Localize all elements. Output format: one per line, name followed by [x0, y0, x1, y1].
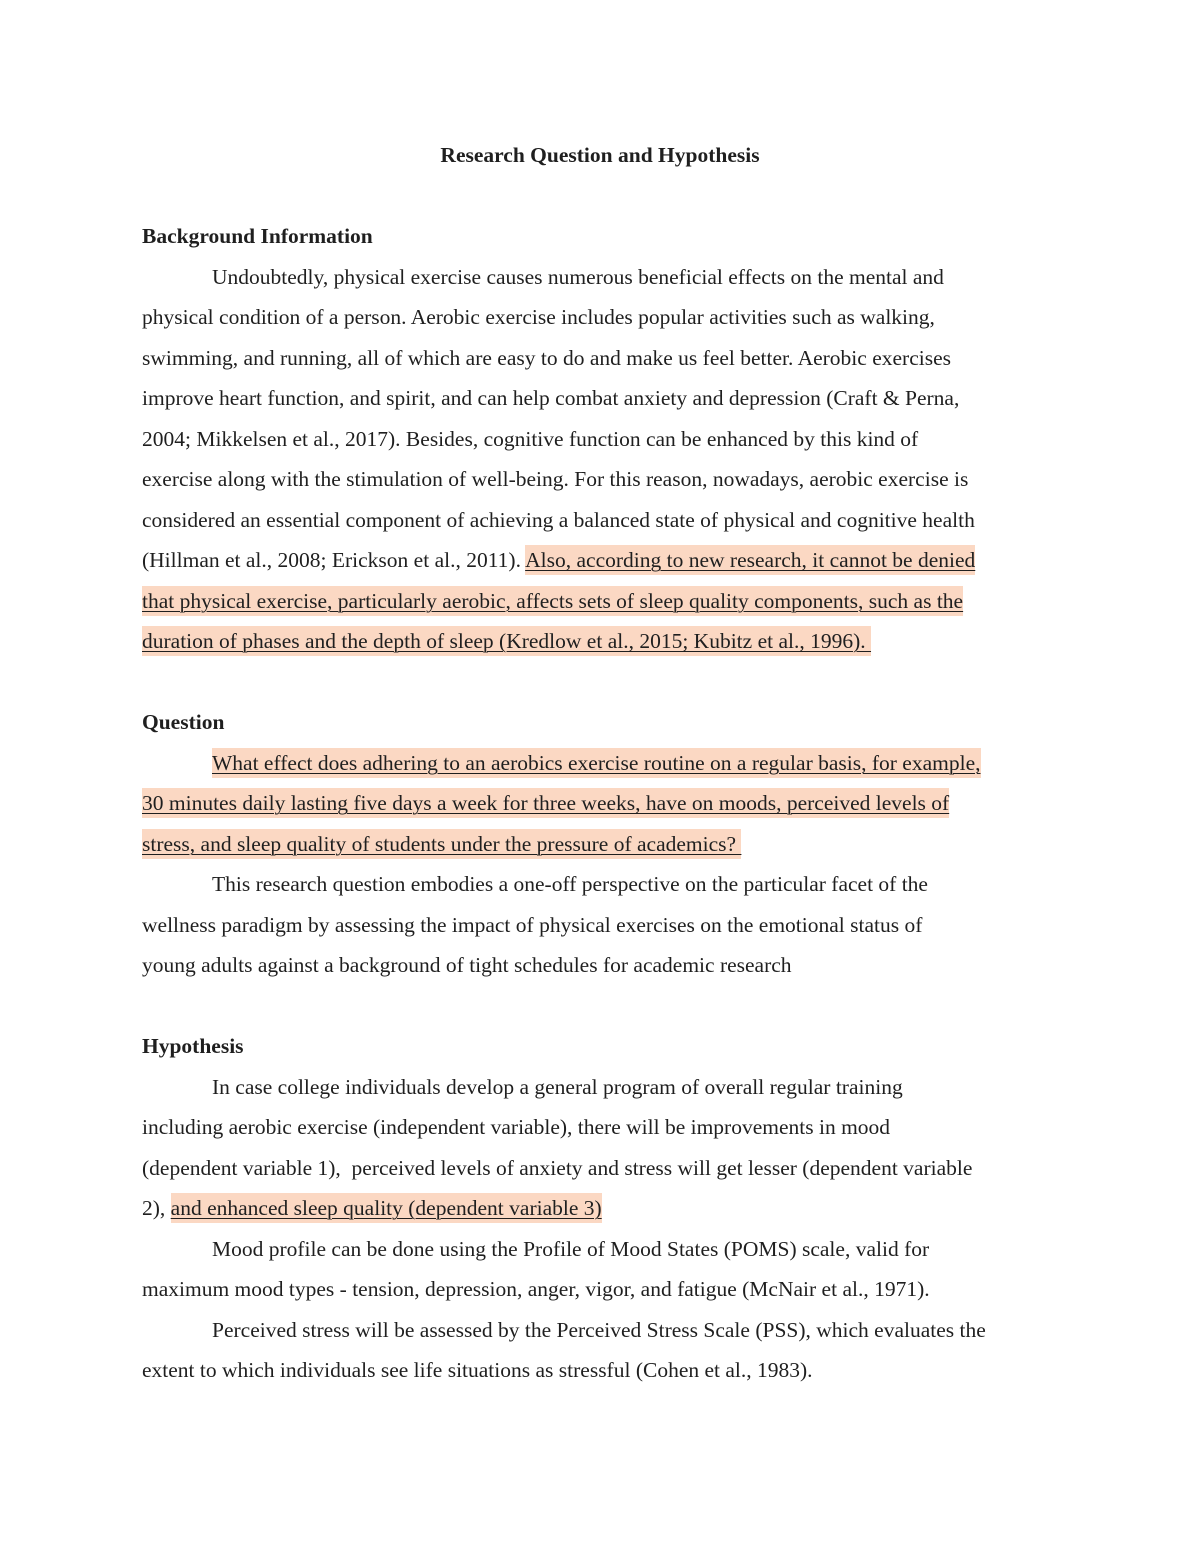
section-heading-hypothesis: Hypothesis [142, 1034, 244, 1059]
paragraph-line [142, 621, 1200, 662]
paragraph-line: improve heart function, and spirit, and can help combat anxiety and depression (Craft & Perna, [142, 386, 960, 411]
highlighted-text: 30 minutes daily lasting five days a week for three weeks, have on moods, perceived levels of [142, 788, 949, 818]
highlighted-text: Also, according to new research, it cannot be denied [525, 545, 975, 575]
question-explanation-paragraph [142, 864, 1200, 986]
line-text: 2), [142, 1196, 171, 1221]
mood-measure-paragraph [142, 1229, 1200, 1310]
paragraph-line: Perceived stress will be assessed by the Perceived Stress Scale (PSS), which evaluates the [212, 1317, 986, 1342]
paragraph-line [142, 783, 1200, 824]
paragraph-line: This research question embodies a one-off perspective on the particular facet of the [212, 872, 928, 897]
paragraph-line [142, 540, 1200, 581]
hypothesis-paragraph [142, 1067, 1200, 1229]
paragraph-line: In case college individuals develop a general program of overall regular training [212, 1074, 903, 1099]
document-title: Research Question and Hypothesis [440, 143, 760, 167]
section-heading-background: Background Information [142, 224, 373, 249]
blank-line [142, 176, 1200, 217]
blank-line [142, 662, 1200, 703]
highlighted-text: What effect does adhering to an aerobics exercise routine on a regular basis, for example, [212, 748, 981, 778]
highlighted-text: that physical exercise, particularly aerobic, affects sets of sleep quality components, such as the [142, 586, 963, 616]
paragraph-line: exercise along with the stimulation of well-being. For this reason, nowadays, aerobic exercise is [142, 467, 969, 492]
paragraph-line: 2004; Mikkelsen et al., 2017). Besides, cognitive function can be enhanced by this kind of [142, 426, 919, 451]
paragraph-line: wellness paradigm by assessing the impact of physical exercises on the emotional status of [142, 912, 923, 937]
paragraph-line: swimming, and running, all of which are easy to do and make us feel better. Aerobic exercises [142, 345, 951, 370]
paragraph-line: (dependent variable 1), perceived levels of anxiety and stress will get lesser (dependent variable [142, 1155, 973, 1180]
research-question-paragraph [142, 743, 1200, 865]
paragraph-line: Undoubtedly, physical exercise causes numerous beneficial effects on the mental and [212, 264, 944, 289]
stress-measure-paragraph [142, 1310, 1200, 1391]
highlighted-text: and enhanced sleep quality (dependent variable 3) [171, 1193, 602, 1223]
paragraph-line: Mood profile can be done using the Profile of Mood States (POMS) scale, valid for [212, 1236, 930, 1261]
paragraph-line [142, 581, 1200, 622]
background-paragraph [142, 257, 1200, 662]
paragraph-line [142, 743, 1200, 784]
paragraph-line: physical condition of a person. Aerobic exercise includes popular activities such as walking, [142, 305, 935, 330]
line-text: (Hillman et al., 2008; Erickson et al., 2011). [142, 548, 526, 573]
paragraph-line [142, 1188, 1200, 1229]
paragraph-line: including aerobic exercise (independent variable), there will be improvements in mood [142, 1115, 891, 1140]
section-heading-question: Question [142, 710, 225, 735]
paragraph-line: considered an essential component of achieving a balanced state of physical and cognitive health [142, 507, 975, 532]
paragraph-line: maximum mood types - tension, depression, anger, vigor, and fatigue (McNair et al., 1971). [142, 1277, 930, 1302]
highlighted-text: duration of phases and the depth of sleep (Kredlow et al., 2015; Kubitz et al., 1996). [142, 626, 871, 656]
paragraph-line [142, 824, 1200, 865]
blank-line [142, 986, 1200, 1027]
highlighted-text: stress, and sleep quality of students under the pressure of academics? [142, 829, 741, 859]
paragraph-line: young adults against a background of tight schedules for academic research [142, 953, 792, 978]
paragraph-line: extent to which individuals see life situations as stressful (Cohen et al., 1983). [142, 1358, 813, 1383]
